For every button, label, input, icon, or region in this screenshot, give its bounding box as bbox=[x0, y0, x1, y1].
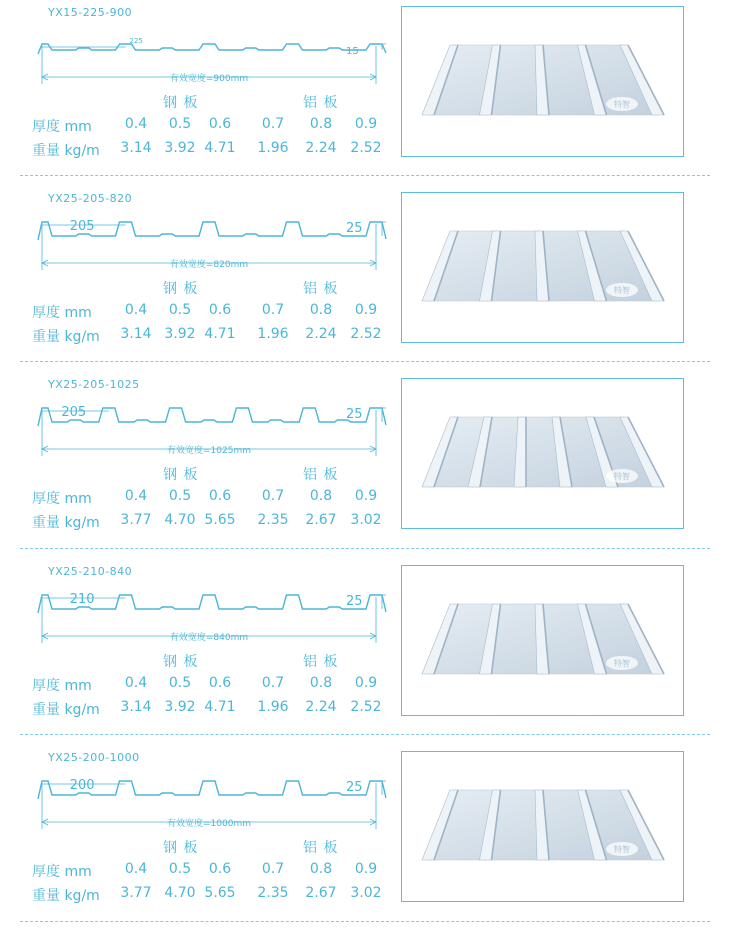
corrugated-sheet-illustration bbox=[402, 379, 683, 528]
thickness-label: 厚度 mm bbox=[32, 864, 92, 880]
height-label: 25 bbox=[346, 780, 363, 795]
steel-header: 钢 板 bbox=[163, 281, 199, 297]
height-label: 25 bbox=[346, 594, 363, 609]
weight-value: 3.14 bbox=[120, 699, 152, 715]
weight-value: 3.92 bbox=[164, 140, 196, 156]
weight-value: 2.24 bbox=[305, 699, 337, 715]
product-section bbox=[0, 745, 730, 931]
sheet-image bbox=[401, 192, 684, 343]
weight-value: 3.14 bbox=[120, 140, 152, 156]
thickness-value: 0.5 bbox=[168, 302, 192, 318]
weight-value: 2.35 bbox=[257, 512, 289, 528]
effective-width-label: 有效宽度=900mm bbox=[169, 74, 249, 84]
weight-value: 4.71 bbox=[204, 140, 236, 156]
weight-label: 重量 kg/m bbox=[32, 702, 100, 718]
weight-value: 2.67 bbox=[305, 885, 337, 901]
product-code: YX25-200-1000 bbox=[48, 751, 140, 764]
weight-value: 3.92 bbox=[164, 699, 196, 715]
aluminum-header: 铝 板 bbox=[303, 467, 339, 483]
watermark-text: 特智 bbox=[614, 472, 630, 481]
thickness-label: 厚度 mm bbox=[32, 119, 92, 135]
thickness-value: 0.6 bbox=[208, 675, 232, 691]
sheet-image bbox=[401, 6, 684, 157]
effective-width-label: 有效宽度=820mm bbox=[169, 260, 249, 270]
weight-value: 4.71 bbox=[204, 326, 236, 342]
thickness-label: 厚度 mm bbox=[32, 305, 92, 321]
thickness-label: 厚度 mm bbox=[32, 678, 92, 694]
profile-diagram bbox=[28, 206, 398, 276]
weight-value: 3.77 bbox=[120, 885, 152, 901]
weight-value: 2.35 bbox=[257, 885, 289, 901]
thickness-label: 厚度 mm bbox=[32, 491, 92, 507]
thickness-value: 0.5 bbox=[168, 675, 192, 691]
profile-diagram bbox=[28, 579, 398, 649]
weight-value: 5.65 bbox=[204, 885, 236, 901]
thickness-value: 0.9 bbox=[354, 861, 378, 877]
product-code: YX25-210-840 bbox=[48, 565, 133, 578]
steel-header: 钢 板 bbox=[163, 467, 199, 483]
watermark-text: 特智 bbox=[614, 659, 630, 668]
weight-value: 1.96 bbox=[257, 140, 289, 156]
steel-header: 钢 板 bbox=[163, 654, 199, 670]
aluminum-header: 铝 板 bbox=[303, 281, 339, 297]
section-divider bbox=[20, 548, 710, 549]
thickness-value: 0.9 bbox=[354, 675, 378, 691]
weight-value: 4.70 bbox=[164, 885, 196, 901]
weight-value: 3.02 bbox=[350, 512, 382, 528]
thickness-value: 0.8 bbox=[309, 861, 333, 877]
profile-outline bbox=[38, 44, 386, 54]
weight-value: 4.71 bbox=[204, 699, 236, 715]
thickness-value: 0.7 bbox=[261, 116, 285, 132]
product-code: YX25-205-820 bbox=[48, 192, 133, 205]
thickness-value: 0.5 bbox=[168, 861, 192, 877]
weight-value: 2.52 bbox=[350, 140, 382, 156]
watermark-text: 特智 bbox=[614, 286, 630, 295]
thickness-value: 0.4 bbox=[124, 116, 148, 132]
watermark-text: 特智 bbox=[614, 845, 630, 854]
weight-value: 2.24 bbox=[305, 326, 337, 342]
weight-value: 3.92 bbox=[164, 326, 196, 342]
profile-diagram bbox=[28, 765, 398, 835]
weight-value: 5.65 bbox=[204, 512, 236, 528]
corrugated-sheet-illustration bbox=[402, 193, 683, 342]
effective-width-label: 有效宽度=1000mm bbox=[167, 819, 251, 829]
profile-diagram bbox=[28, 20, 398, 90]
pitch-label: 200 bbox=[69, 778, 95, 793]
height-label: 25 bbox=[346, 407, 363, 422]
aluminum-header: 铝 板 bbox=[303, 95, 339, 111]
thickness-value: 0.8 bbox=[309, 488, 333, 504]
thickness-value: 0.5 bbox=[168, 116, 192, 132]
section-divider bbox=[20, 921, 710, 922]
weight-value: 1.96 bbox=[257, 326, 289, 342]
product-section bbox=[0, 0, 730, 186]
thickness-value: 0.5 bbox=[168, 488, 192, 504]
profile-diagram bbox=[28, 392, 398, 462]
effective-width-label: 有效宽度=1025mm bbox=[167, 446, 251, 456]
thickness-value: 0.4 bbox=[124, 488, 148, 504]
weight-value: 3.14 bbox=[120, 326, 152, 342]
thickness-value: 0.7 bbox=[261, 675, 285, 691]
corrugated-sheet-illustration bbox=[402, 7, 683, 156]
section-divider bbox=[20, 175, 710, 176]
thickness-value: 0.8 bbox=[309, 302, 333, 318]
thickness-value: 0.4 bbox=[124, 302, 148, 318]
corrugated-sheet-illustration bbox=[402, 566, 683, 715]
thickness-value: 0.6 bbox=[208, 302, 232, 318]
thickness-value: 0.6 bbox=[208, 488, 232, 504]
weight-label: 重量 kg/m bbox=[32, 329, 100, 345]
thickness-value: 0.4 bbox=[124, 861, 148, 877]
product-code: YX15-225-900 bbox=[48, 6, 133, 19]
weight-label: 重量 kg/m bbox=[32, 888, 100, 904]
aluminum-header: 铝 板 bbox=[303, 654, 339, 670]
section-divider bbox=[20, 734, 710, 735]
steel-header: 钢 板 bbox=[163, 95, 199, 111]
weight-value: 1.96 bbox=[257, 699, 289, 715]
thickness-value: 0.8 bbox=[309, 675, 333, 691]
height-label: 25 bbox=[346, 221, 363, 236]
weight-value: 3.77 bbox=[120, 512, 152, 528]
weight-value: 2.52 bbox=[350, 699, 382, 715]
effective-width-label: 有效宽度=840mm bbox=[169, 633, 249, 643]
weight-value: 4.70 bbox=[164, 512, 196, 528]
corrugated-sheet-illustration bbox=[402, 752, 683, 901]
weight-value: 2.52 bbox=[350, 326, 382, 342]
pitch-label: 225 bbox=[129, 37, 143, 45]
sheet-image bbox=[401, 751, 684, 902]
thickness-value: 0.7 bbox=[261, 488, 285, 504]
product-section bbox=[0, 372, 730, 558]
weight-value: 2.24 bbox=[305, 140, 337, 156]
sheet-image bbox=[401, 378, 684, 529]
product-section bbox=[0, 559, 730, 745]
weight-value: 2.67 bbox=[305, 512, 337, 528]
section-divider bbox=[20, 361, 710, 362]
product-code: YX25-205-1025 bbox=[48, 378, 140, 391]
pitch-label: 210 bbox=[69, 592, 95, 607]
thickness-value: 0.6 bbox=[208, 861, 232, 877]
thickness-value: 0.9 bbox=[354, 302, 378, 318]
weight-value: 3.02 bbox=[350, 885, 382, 901]
weight-label: 重量 kg/m bbox=[32, 515, 100, 531]
thickness-value: 0.6 bbox=[208, 116, 232, 132]
thickness-value: 0.9 bbox=[354, 488, 378, 504]
thickness-value: 0.7 bbox=[261, 302, 285, 318]
aluminum-header: 铝 板 bbox=[303, 840, 339, 856]
thickness-value: 0.9 bbox=[354, 116, 378, 132]
product-section bbox=[0, 186, 730, 372]
pitch-label: 205 bbox=[61, 405, 87, 420]
thickness-value: 0.8 bbox=[309, 116, 333, 132]
sheet-image bbox=[401, 565, 684, 716]
pitch-label: 205 bbox=[69, 219, 95, 234]
watermark-text: 特智 bbox=[614, 100, 630, 109]
thickness-value: 0.4 bbox=[124, 675, 148, 691]
steel-header: 钢 板 bbox=[163, 840, 199, 856]
weight-label: 重量 kg/m bbox=[32, 143, 100, 159]
thickness-value: 0.7 bbox=[261, 861, 285, 877]
height-label: 15 bbox=[346, 46, 359, 57]
